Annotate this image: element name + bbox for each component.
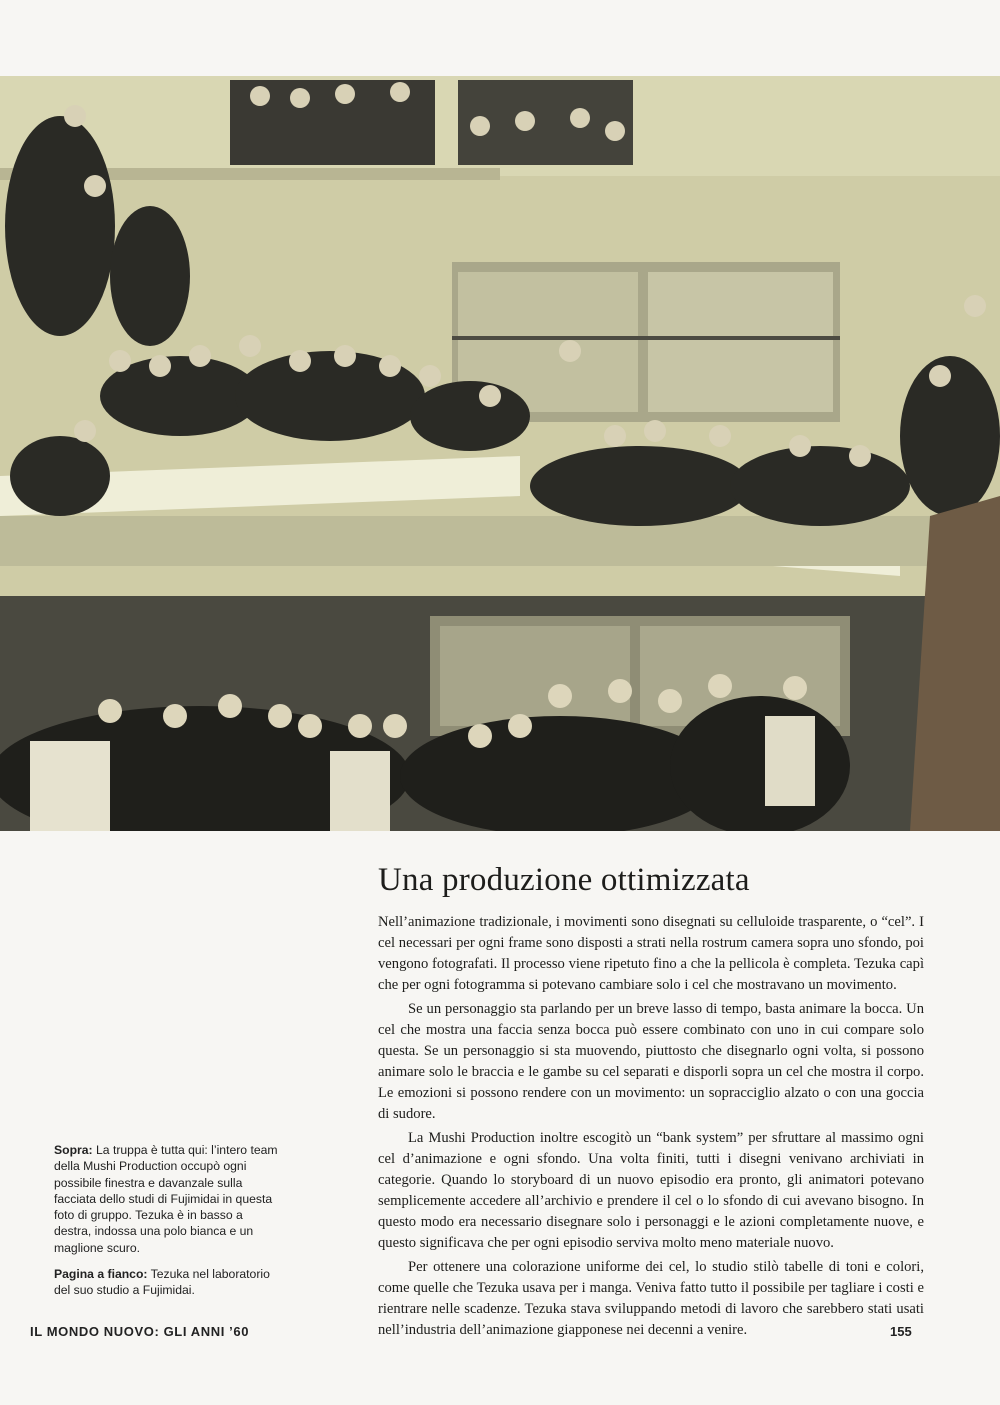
- caption-opposite: [54, 1266, 279, 1299]
- caption-label: Sopra:: [54, 1143, 93, 1157]
- photo-caption: [54, 1142, 279, 1309]
- body-paragraph: Per ottenere una colorazione uniforme dei cel, lo studio stilò tabelle di toni e colori, come quelle che Tezuka usava per i manga. Veniva fatto tutto il possibile per tagliare i costi e rientrare nelle scadenze. Tezuka stava sviluppando metodi di lavoro che sarebbero stati usati nell’industria dell’animazione giapponese nei decenni a venire.: [378, 1259, 924, 1338]
- group-photo-image: [0, 76, 1000, 831]
- article-title: Una produzione ottimizzata: [378, 862, 750, 898]
- caption-text: Tezuka nel laboratorio del suo studio a Fujimidai.: [54, 1267, 270, 1298]
- caption-text: La truppa è tutta qui: l’intero team della Mushi Production occupò ogni possibile finestra e davanzale sulla facciata dello studi di Fujimidai in questa foto di gruppo. Tezuka è in basso a destra, indossa una polo bianca e un maglione scuro.: [54, 1143, 278, 1255]
- body-paragraph: La Mushi Production inoltre escogitò un “bank system” per sfruttare al massimo ogni cel d’animazione e ogni sfondo. Una volta finiti, tutti i disegni venivano archiviati in categorie. Quando lo storyboard di un nuovo episodio era pronto, gli animatori potevano semplicemente accedere all’archivio e prendere il cel o lo sfondo di cui avevano bisogno. In questo modo era necessario disegnare solo i personaggi e le azioni completamente nuove, e questo significava che per ogni episodio serviva molto meno materiale nuovo.: [378, 1130, 924, 1251]
- caption-label: Pagina a fianco:: [54, 1267, 148, 1282]
- running-footer-section: IL MONDO NUOVO: GLI ANNI ’60: [30, 1324, 250, 1339]
- caption-above: [54, 1142, 279, 1256]
- body-paragraph: Nell’animazione tradizionale, i movimenti sono disegnati su celluloide trasparente, o “cel”. I cel necessari per ogni frame sono disposti a strati nella rostrum camera sopra uno sfondo, poi vengono fotografati. Il processo viene ripetuto fino a che la pellicola è completa. Tezuka capì che per ogni fotogramma si potevano cambiare solo i cel che mostravano un movimento.: [378, 914, 924, 993]
- group-photo: [0, 76, 1000, 831]
- body-paragraph: Se un personaggio sta parlando per un breve lasso di tempo, basta animare la bocca. Un cel che mostra una faccia senza bocca può essere combinato con uno in cui compare solo questa. Se un personaggio si sta muovendo, piuttosto che disegnarlo ogni volta, si possono animare solo le braccia e le gambe su cel separati e disporli sopra un cel che mostra il corpo. Le emozioni si possono rendere con un movimento: un sopracciglio alzato o con una goccia di sudore.: [378, 1001, 924, 1122]
- page-number: 155: [890, 1324, 912, 1339]
- article-body: [378, 912, 924, 1344]
